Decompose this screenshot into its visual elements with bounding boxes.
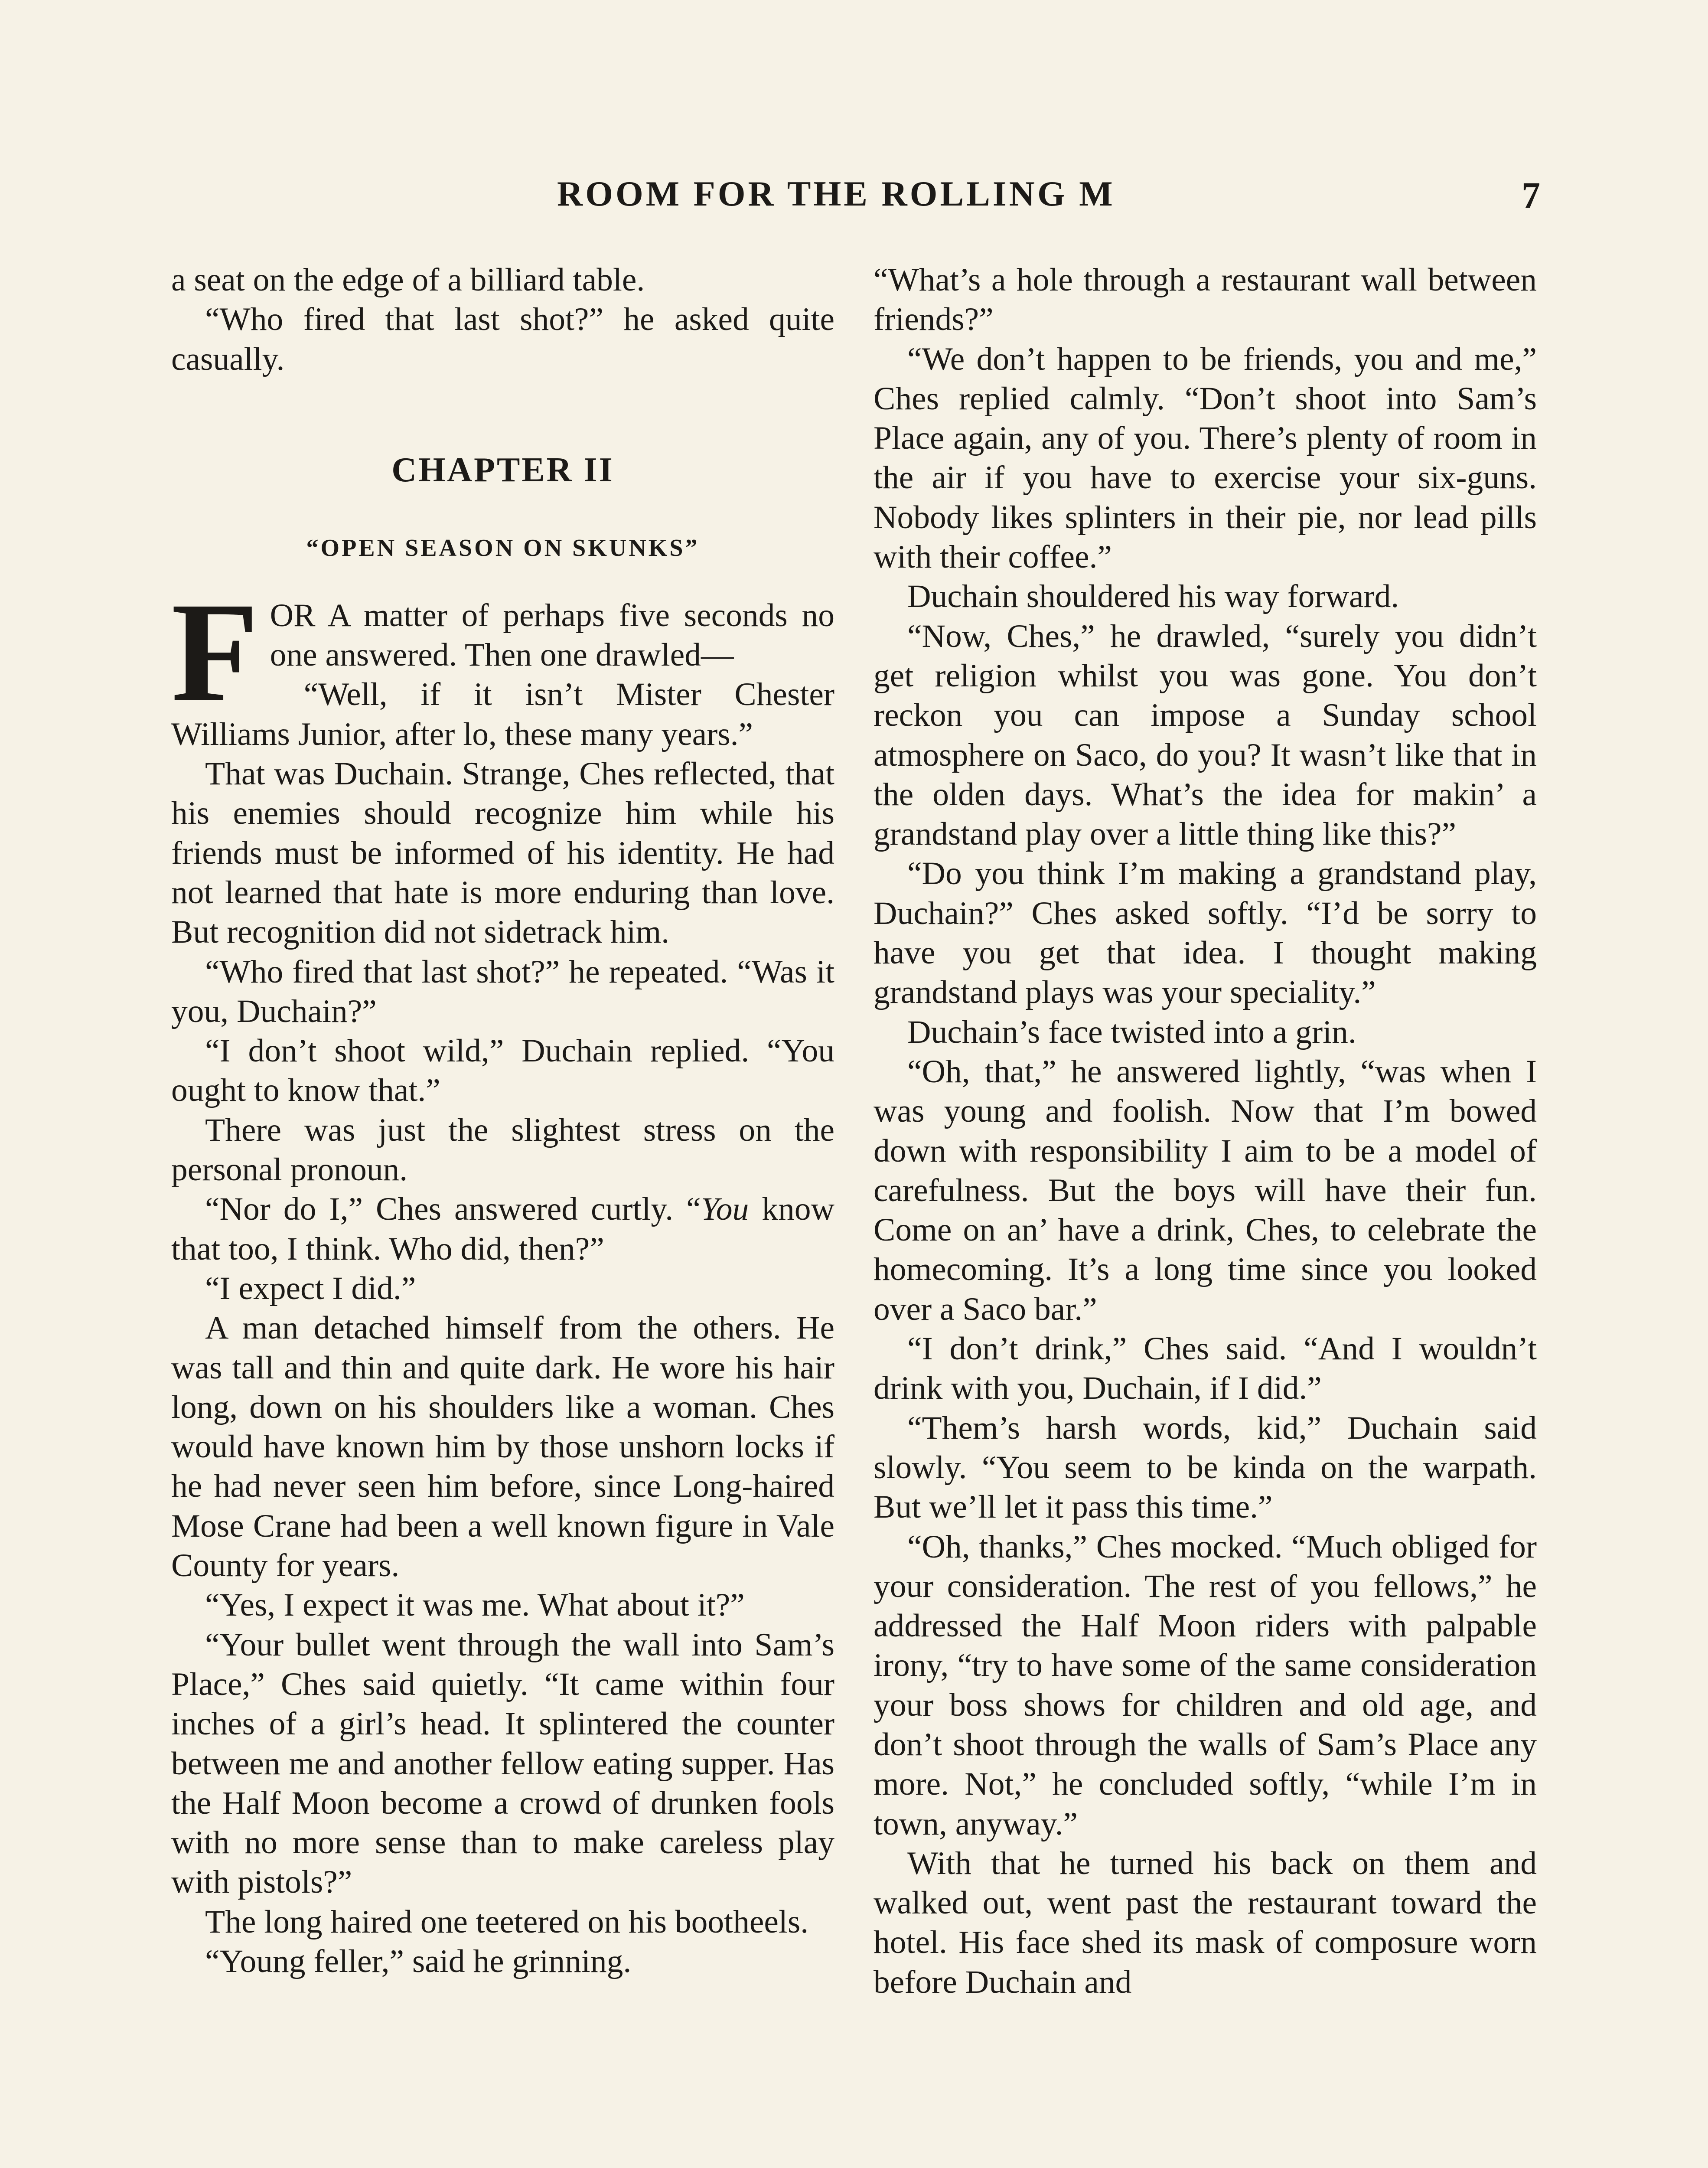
paragraph-text: “Nor do I,” Ches answered curtly. “ — [205, 1191, 701, 1228]
paragraph — [171, 1189, 834, 1269]
opening-text: OR A matter of perhaps five seconds no one answered. Then one drawled— — [270, 597, 834, 673]
drop-cap: F — [171, 573, 259, 731]
paragraph: That was Duchain. Strange, Ches reflected, that his enemies should recognize him while his friends must be informed of his identity. He had not learned that hate is more enduring than love. But recognition did not sidetrack him. — [171, 756, 834, 950]
emphasis-text: You — [701, 1191, 749, 1228]
paragraph: A man detached himself from the others. He was tall and thin and quite dark. He wore his hair long, down on his shoulders like a woman. Ches would have known him by those unshorn locks if he had never seen him before, since Long-haired Mose Crane had been a well known figure in Vale County for years. — [171, 1310, 834, 1584]
paragraph: Duchain’s face twisted into a grin. — [907, 1014, 1356, 1050]
paragraph: “Well, if it isn’t Mister Chester Williams Junior, after lo, these many years.” — [171, 676, 834, 752]
paragraph: “We don’t happen to be friends, you and me,” Ches replied calmly. “Don’t shoot into Sam’s Place again, any of you. There’s plenty of room in the air if you have to exercise your six-guns. Nobody likes splinters in their pie, nor lead pills with their coffee.” — [874, 341, 1537, 575]
page-header — [0, 173, 1708, 221]
continuation-line: a seat on the edge of a billiard table. — [171, 262, 645, 298]
paragraph: “I don’t shoot wild,” Duchain replied. “You ought to know that.” — [171, 1033, 834, 1109]
chapter-subtitle: “OPEN SEASON ON SKUNKS” — [306, 534, 700, 562]
paragraph: “Do you think I’m making a grandstand play, Duchain?” Ches asked softly. “I’d be sorry to have you get that idea. I thought making grandstand plays was your speciality.” — [874, 855, 1537, 1011]
paragraph: “Who fired that last shot?” he asked quite casually. — [171, 301, 834, 377]
right-column — [874, 260, 1537, 2002]
paragraph-text: know that too, I think. Who did, then?” — [171, 1191, 834, 1267]
paragraph: “Now, Ches,” he drawled, “surely you didn’t get religion whilst you was gone. You don’t reckon you can impose a Sunday school atmosphere on Saco, do you? It wasn’t like that in the olden days. What’s the idea for makin’ a grandstand play over a little thing like this?” — [874, 618, 1537, 852]
paragraph: “Young feller,” said he grinning. — [205, 1943, 632, 1979]
paragraph: “Oh, that,” he answered lightly, “was when I was young and foolish. Now that I’m bowed down with responsibility I aim to be a model of carefulness. But the boys will have their fun. Come on an’ have a drink, Ches, to celebrate the homecoming. It’s a long time since you looked over a Saco bar.” — [874, 1053, 1537, 1327]
paragraph: “Oh, thanks,” Ches mocked. “Much obliged for your consideration. The rest of you fellows,” he addressed the Half Moon riders with palpable irony, “try to have some of the same consideration your boss shows for children and old age, and don’t shoot through the walls of Sam’s Place any more. Not,” he concluded softly, “while I’m in town, anyway.” — [874, 1528, 1537, 1842]
chapter-title: CHAPTER II — [391, 451, 614, 489]
left-column — [171, 260, 834, 1981]
paragraph: “Them’s harsh words, kid,” Duchain said slowly. “You seem to be kinda on the warpath. But we’ll let it pass this time.” — [874, 1410, 1537, 1525]
paragraph: “I expect I did.” — [205, 1270, 416, 1306]
paragraph: There was just the slightest stress on the personal pronoun. — [171, 1112, 834, 1188]
running-title: ROOM FOR THE ROLLING M — [557, 174, 1115, 213]
paragraph: “I don’t drink,” Ches said. “And I wouldn’t drink with you, Duchain, if I did.” — [874, 1331, 1537, 1407]
paragraph: Duchain shouldered his way forward. — [907, 578, 1399, 615]
paragraph: “Yes, I expect it was me. What about it?” — [205, 1587, 745, 1623]
paragraph: With that he turned his back on them and walked out, went past the restaurant toward the hotel. His face shed its mask of composure worn before Duchain and — [874, 1845, 1537, 2000]
paragraph: “Your bullet went through the wall into Sam’s Place,” Ches said quietly. “It came within four inches of a girl’s head. It splintered the counter between me and another fellow eating supper. Has the Half Moon become a crowd of drunken fools with no more sense than to make careless play with pistols?” — [171, 1626, 834, 1900]
continuation-paragraph: “What’s a hole through a restaurant wall between friends?” — [874, 262, 1537, 338]
paragraph: The long haired one teetered on his bootheels. — [205, 1904, 809, 1940]
page-number: 7 — [1522, 174, 1540, 216]
paragraph: “Who fired that last shot?” he repeated. “Was it you, Duchain?” — [171, 953, 834, 1029]
